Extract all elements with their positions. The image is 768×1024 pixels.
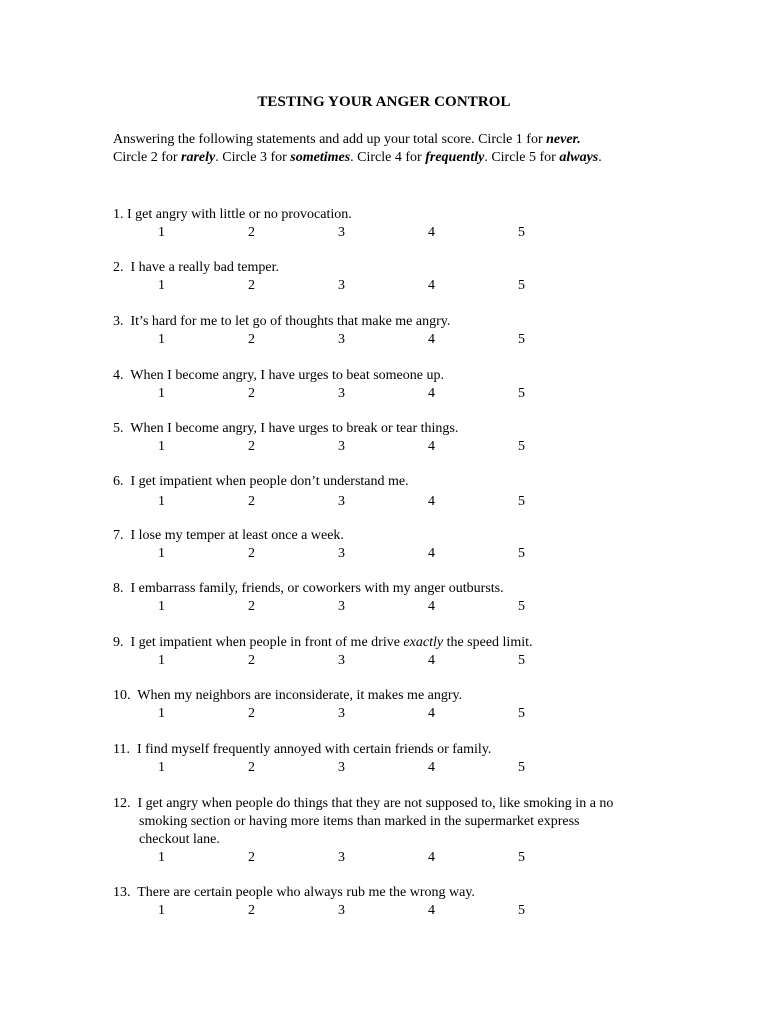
rating-option-1[interactable]: 1: [158, 653, 165, 668]
question-number: 12.: [113, 796, 131, 811]
question-text-after: the speed limit.: [443, 635, 533, 650]
question-text: There are certain people who always rub me the wrong way.: [137, 885, 475, 900]
rating-option-1[interactable]: 1: [158, 903, 165, 918]
rating-option-3[interactable]: 3: [338, 278, 345, 293]
question-text-line-2: smoking section or having more items than marked in the supermarket express: [139, 814, 580, 829]
rating-option-4[interactable]: 4: [428, 332, 435, 347]
question-2: [113, 259, 673, 295]
question-text: I have a really bad temper.: [130, 260, 279, 275]
question-10: [113, 687, 673, 723]
rating-option-2[interactable]: 2: [248, 760, 255, 775]
question-text-line-3: checkout lane.: [139, 832, 220, 847]
rating-option-5[interactable]: 5: [518, 494, 525, 509]
question-1: [113, 206, 673, 242]
rating-option-2[interactable]: 2: [248, 546, 255, 561]
rating-option-4[interactable]: 4: [428, 439, 435, 454]
question-number: 2.: [113, 260, 124, 275]
question-text: When I become angry, I have urges to beat someone up.: [130, 368, 444, 383]
rating-option-1[interactable]: 1: [158, 494, 165, 509]
question-number: 6.: [113, 474, 124, 489]
rating-option-5[interactable]: 5: [518, 760, 525, 775]
rating-option-3[interactable]: 3: [338, 653, 345, 668]
rating-option-1[interactable]: 1: [158, 386, 165, 401]
instructions-text-4: . Circle 4 for: [350, 150, 426, 165]
question-13: [113, 884, 673, 920]
rating-option-2[interactable]: 2: [248, 903, 255, 918]
instructions-rarely: rarely: [181, 150, 216, 165]
rating-scale: [113, 277, 673, 295]
rating-option-2[interactable]: 2: [248, 386, 255, 401]
question-text: It’s hard for me to let go of thoughts that make me angry.: [130, 314, 451, 329]
instructions-text-3: . Circle 3 for: [215, 150, 291, 165]
instructions: [113, 131, 673, 167]
rating-scale: [113, 438, 673, 456]
question-text-before: I get impatient when people in front of me drive: [130, 635, 404, 650]
rating-scale: [113, 331, 673, 349]
rating-option-5[interactable]: 5: [518, 439, 525, 454]
rating-option-4[interactable]: 4: [428, 278, 435, 293]
rating-option-1[interactable]: 1: [158, 439, 165, 454]
rating-option-5[interactable]: 5: [518, 706, 525, 721]
rating-option-4[interactable]: 4: [428, 706, 435, 721]
question-number: 4.: [113, 368, 124, 383]
rating-option-5[interactable]: 5: [518, 599, 525, 614]
rating-option-3[interactable]: 3: [338, 546, 345, 561]
question-8: [113, 580, 673, 616]
rating-option-2[interactable]: 2: [248, 653, 255, 668]
rating-scale: [113, 759, 673, 777]
question-text: When I become angry, I have urges to break or tear things.: [130, 421, 459, 436]
rating-option-1[interactable]: 1: [158, 850, 165, 865]
question-number: 11.: [113, 742, 130, 757]
rating-option-3[interactable]: 3: [338, 599, 345, 614]
question-text: I get impatient when people don’t understand me.: [130, 474, 409, 489]
rating-option-2[interactable]: 2: [248, 439, 255, 454]
rating-scale: [113, 493, 673, 511]
instructions-always: always: [559, 150, 599, 165]
rating-option-5[interactable]: 5: [518, 386, 525, 401]
question-text-line-1: I get angry when people do things that they are not supposed to, like smoking in a no: [137, 796, 614, 811]
instructions-text-2: Circle 2 for: [113, 150, 182, 165]
rating-scale: [113, 652, 673, 670]
rating-option-3[interactable]: 3: [338, 903, 345, 918]
rating-scale: [113, 598, 673, 616]
rating-scale: [113, 224, 673, 242]
rating-option-2[interactable]: 2: [248, 332, 255, 347]
rating-option-2[interactable]: 2: [248, 225, 255, 240]
rating-scale: [113, 385, 673, 403]
question-number: 13.: [113, 885, 131, 900]
rating-option-1[interactable]: 1: [158, 706, 165, 721]
instructions-text-5: . Circle 5 for: [484, 150, 560, 165]
rating-option-5[interactable]: 5: [518, 332, 525, 347]
question-4: [113, 367, 673, 403]
rating-option-2[interactable]: 2: [248, 494, 255, 509]
question-number: 5.: [113, 421, 124, 436]
question-number: 9.: [113, 635, 124, 650]
question-9: [113, 634, 673, 670]
rating-option-3[interactable]: 3: [338, 760, 345, 775]
rating-option-4[interactable]: 4: [428, 225, 435, 240]
question-7: [113, 527, 673, 563]
question-text: I get angry with little or no provocation.: [127, 207, 352, 222]
rating-option-5[interactable]: 5: [518, 546, 525, 561]
rating-option-4[interactable]: 4: [428, 386, 435, 401]
rating-scale: [113, 545, 673, 563]
rating-option-3[interactable]: 3: [338, 706, 345, 721]
rating-scale: [113, 902, 673, 920]
instructions-text-1: Answering the following statements and add up your total score. Circle 1 for: [113, 132, 547, 147]
question-5: [113, 420, 673, 456]
rating-option-3[interactable]: 3: [338, 386, 345, 401]
question-3: [113, 313, 673, 349]
rating-option-3[interactable]: 3: [338, 494, 345, 509]
question-number: 10.: [113, 688, 131, 703]
rating-option-4[interactable]: 4: [428, 494, 435, 509]
question-text: I embarrass family, friends, or coworkers with my anger outbursts.: [130, 581, 504, 596]
question-number: 3.: [113, 314, 124, 329]
rating-option-4[interactable]: 4: [428, 546, 435, 561]
rating-option-1[interactable]: 1: [158, 599, 165, 614]
question-6: [113, 473, 673, 509]
rating-option-2[interactable]: 2: [248, 706, 255, 721]
question-number: 7.: [113, 528, 124, 543]
rating-option-2[interactable]: 2: [248, 850, 255, 865]
rating-option-1[interactable]: 1: [158, 225, 165, 240]
rating-option-4[interactable]: 4: [428, 760, 435, 775]
rating-option-2[interactable]: 2: [248, 599, 255, 614]
rating-option-4[interactable]: 4: [428, 903, 435, 918]
instructions-sometimes: sometimes: [290, 150, 351, 165]
instructions-text-6: .: [598, 150, 602, 165]
question-number: 1.: [113, 207, 124, 222]
rating-option-3[interactable]: 3: [338, 225, 345, 240]
rating-option-5[interactable]: 5: [518, 225, 525, 240]
rating-option-4[interactable]: 4: [428, 653, 435, 668]
page-title: TESTING YOUR ANGER CONTROL: [257, 94, 511, 110]
question-12: [113, 795, 693, 867]
rating-option-1[interactable]: 1: [158, 546, 165, 561]
rating-option-5[interactable]: 5: [518, 850, 525, 865]
rating-option-4[interactable]: 4: [428, 850, 435, 865]
instructions-never: never.: [546, 132, 581, 147]
question-text: When my neighbors are inconsiderate, it makes me angry.: [137, 688, 463, 703]
rating-option-3[interactable]: 3: [338, 850, 345, 865]
rating-option-2[interactable]: 2: [248, 278, 255, 293]
rating-option-1[interactable]: 1: [158, 278, 165, 293]
rating-scale: [113, 705, 673, 723]
rating-option-3[interactable]: 3: [338, 439, 345, 454]
rating-option-1[interactable]: 1: [158, 332, 165, 347]
rating-option-5[interactable]: 5: [518, 903, 525, 918]
rating-option-1[interactable]: 1: [158, 760, 165, 775]
question-text-emphasis: exactly: [403, 635, 444, 650]
rating-option-5[interactable]: 5: [518, 653, 525, 668]
question-text: I find myself frequently annoyed with certain friends or family.: [136, 742, 492, 757]
question-number: 8.: [113, 581, 124, 596]
question-11: [113, 741, 673, 777]
rating-option-4[interactable]: 4: [428, 599, 435, 614]
instructions-frequently: frequently: [425, 150, 485, 165]
rating-option-3[interactable]: 3: [338, 332, 345, 347]
rating-option-5[interactable]: 5: [518, 278, 525, 293]
rating-scale: [113, 849, 693, 867]
question-text: I lose my temper at least once a week.: [130, 528, 344, 543]
